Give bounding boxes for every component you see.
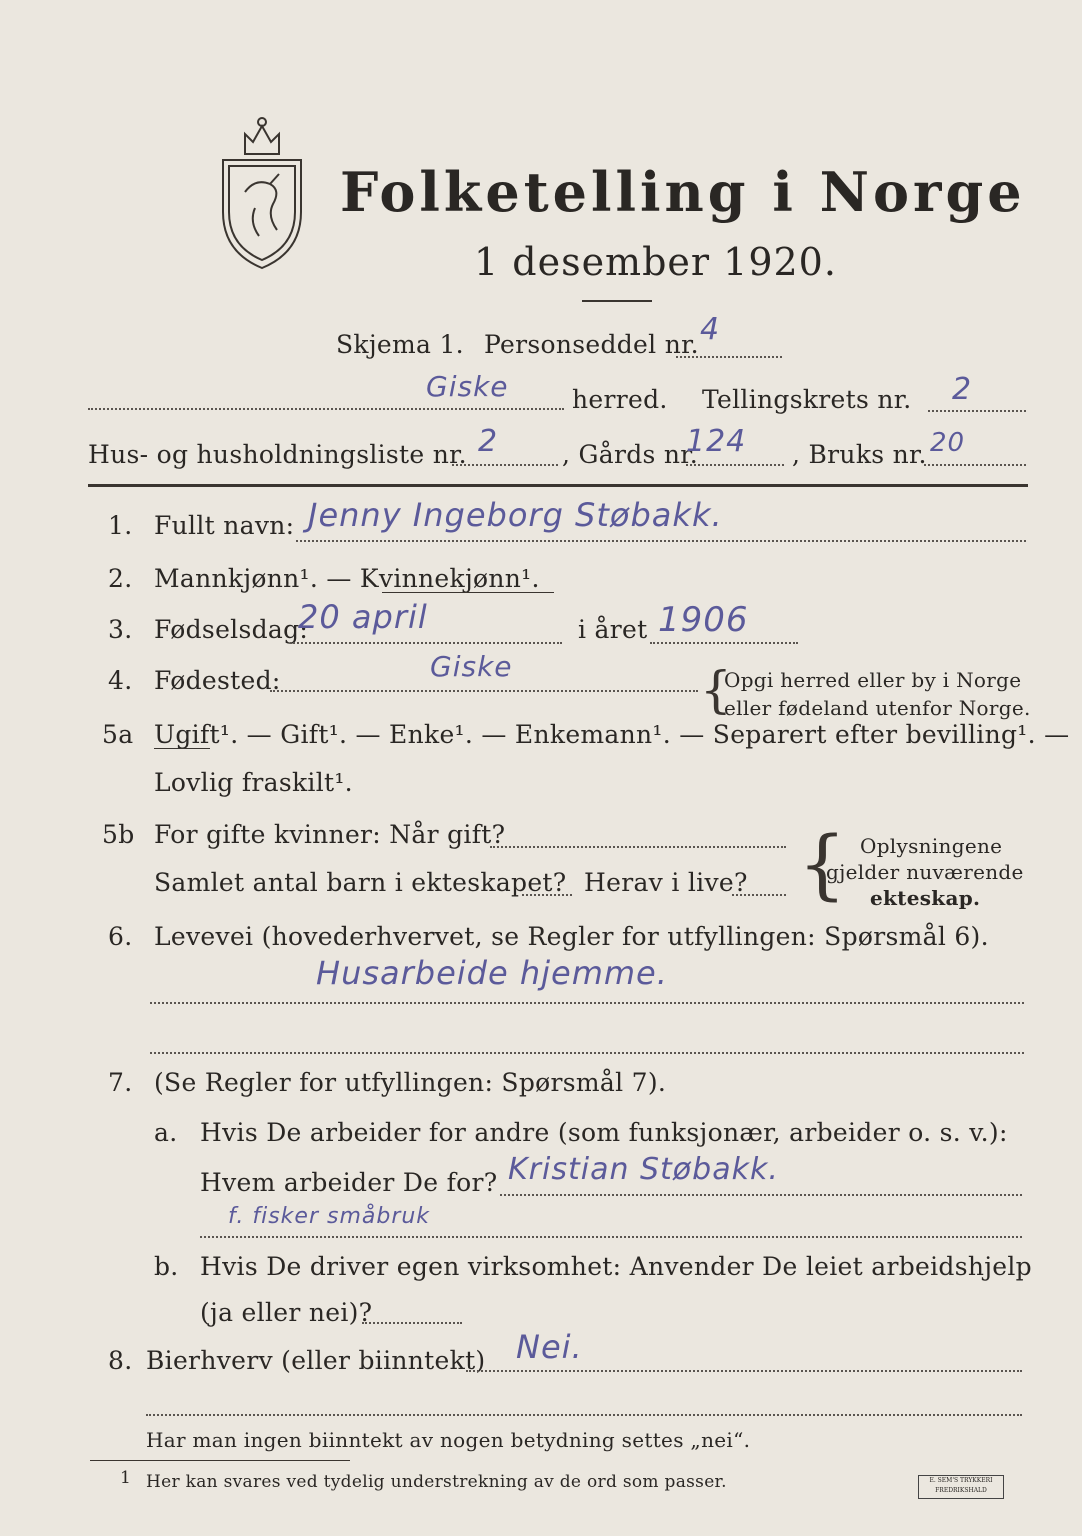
personseddel-value: 4 xyxy=(700,312,721,347)
gards-value: 124 xyxy=(686,424,747,459)
q3-day-line xyxy=(290,642,562,644)
q8-label: Bierhverv (eller biinntekt) xyxy=(146,1346,486,1375)
q5b-note-1: Oplysningene xyxy=(860,834,1003,858)
bruks-line xyxy=(924,464,1026,466)
q5b-number: 5b xyxy=(102,820,135,849)
q8-line xyxy=(466,1370,1022,1372)
tellingskrets-line xyxy=(928,410,1026,412)
gards-label: , Gårds nr. xyxy=(562,440,699,469)
q3-label: Fødselsdag: xyxy=(154,615,309,644)
q4-note-2: eller fødeland utenfor Norge. xyxy=(724,696,1031,720)
footnote-mark: 1 xyxy=(120,1468,132,1488)
q3-year-line xyxy=(650,642,798,644)
q5b-married-line xyxy=(490,846,786,848)
q6-number: 6. xyxy=(108,922,133,951)
header-rule xyxy=(88,484,1028,487)
q5b-line-2b: Herav i live? xyxy=(584,868,748,897)
q7b-line xyxy=(362,1322,462,1324)
q5a-line-2: Lovlig fraskilt¹. xyxy=(154,768,353,797)
skjema-label: Skjema 1. xyxy=(336,330,464,359)
q5b-brace: { xyxy=(798,819,847,908)
q3-year-value: 1906 xyxy=(658,600,749,640)
q7a-line-2: Hvem arbeider De for? xyxy=(200,1168,498,1197)
q8-value: Nei. xyxy=(516,1328,583,1366)
q7a-value: Kristian Støbakk. xyxy=(508,1152,779,1187)
q7-label: (Se Regler for utfyllingen: Spørsmål 7). xyxy=(154,1068,667,1097)
herred-value: Giske xyxy=(426,370,509,403)
q7a-line-extra xyxy=(200,1236,1022,1238)
q5b-note-2: gjelder nuværende xyxy=(826,860,1024,884)
title-divider xyxy=(582,300,652,302)
q1-label: Fullt navn: xyxy=(154,511,295,540)
hus-label: Hus- og husholdningsliste nr. xyxy=(88,440,467,469)
q7a-letter: a. xyxy=(154,1118,178,1147)
coat-of-arms-icon xyxy=(215,112,310,272)
q5b-note-3: ekteskap. xyxy=(870,886,981,910)
q1-number: 1. xyxy=(108,511,133,540)
q5a-line-1: Ugift¹. — Gift¹. — Enke¹. — Enkemann¹. — Separert efter bevilling¹. — xyxy=(154,720,1070,749)
q5a-underline xyxy=(154,748,210,749)
footnote-text: Her kan svares ved tydelig understrekning av de ord som passer. xyxy=(146,1472,727,1492)
personseddel-label: Personseddel nr. xyxy=(484,330,699,359)
hus-line xyxy=(452,464,558,466)
q6-line-2 xyxy=(150,1052,1024,1054)
q7-number: 7. xyxy=(108,1068,133,1097)
q7a-line-1: Hvis De arbeider for andre (som funksjonær, arbeider o. s. v.): xyxy=(200,1118,1008,1147)
q4-line xyxy=(270,690,698,692)
q8-number: 8. xyxy=(108,1346,133,1375)
q4-value: Giske xyxy=(430,650,513,683)
q3-day-value: 20 april xyxy=(298,598,428,636)
personseddel-line xyxy=(676,356,782,358)
tellingskrets-label: Tellingskrets nr. xyxy=(702,385,912,414)
q2-label: Mannkjønn¹. — Kvinnekjønn¹. xyxy=(154,564,540,593)
herred-label: herred. xyxy=(572,385,668,414)
q3-number: 3. xyxy=(108,615,133,644)
q4-brace: { xyxy=(700,661,732,719)
q3-year-label: i året xyxy=(578,615,648,644)
q5b-line-2a: Samlet antal barn i ekteskapet? xyxy=(154,868,567,897)
footnote-rule xyxy=(90,1460,350,1461)
bruks-value: 20 xyxy=(930,428,966,458)
printer-stamp: E. SEM'S TRYKKERI FREDRIKSHALD xyxy=(918,1475,1004,1499)
q7a-line xyxy=(500,1194,1022,1196)
q4-number: 4. xyxy=(108,666,133,695)
q7a-value-2: f. fisker småbruk xyxy=(228,1204,431,1229)
q1-line xyxy=(296,540,1026,542)
q6-value: Husarbeide hjemme. xyxy=(316,954,668,992)
q4-label: Fødested: xyxy=(154,666,281,695)
q7b-line-2: (ja eller nei)? xyxy=(200,1298,373,1327)
q5b-children-line xyxy=(522,894,572,896)
q5b-line-1: For gifte kvinner: Når gift? xyxy=(154,820,506,849)
form-title: Folketelling i Norge xyxy=(340,160,1026,224)
footer-note: Har man ingen biinntekt av nogen betydning settes „nei“. xyxy=(146,1428,751,1452)
q6-line-1 xyxy=(150,1002,1024,1004)
q2-number: 2. xyxy=(108,564,133,593)
q5b-alive-line xyxy=(732,894,786,896)
census-date: 1 desember 1920. xyxy=(474,240,837,284)
gards-line xyxy=(686,464,784,466)
herred-line xyxy=(88,408,564,410)
q2-underline xyxy=(382,592,554,593)
q7b-letter: b. xyxy=(154,1252,179,1281)
q6-label: Levevei (hovederhvervet, se Regler for utfyllingen: Spørsmål 6). xyxy=(154,922,989,951)
q4-note-1: Opgi herred eller by i Norge xyxy=(724,668,1022,692)
bruks-label: , Bruks nr. xyxy=(792,440,927,469)
hus-value: 2 xyxy=(478,424,499,459)
q5a-number: 5a xyxy=(102,720,134,749)
q7b-line-1: Hvis De driver egen virksomhet: Anvender De leiet arbeidshjelp xyxy=(200,1252,1032,1281)
q1-value: Jenny Ingeborg Støbakk. xyxy=(308,496,723,534)
tellingskrets-value: 2 xyxy=(952,372,973,407)
q8-line-2 xyxy=(146,1414,1022,1416)
